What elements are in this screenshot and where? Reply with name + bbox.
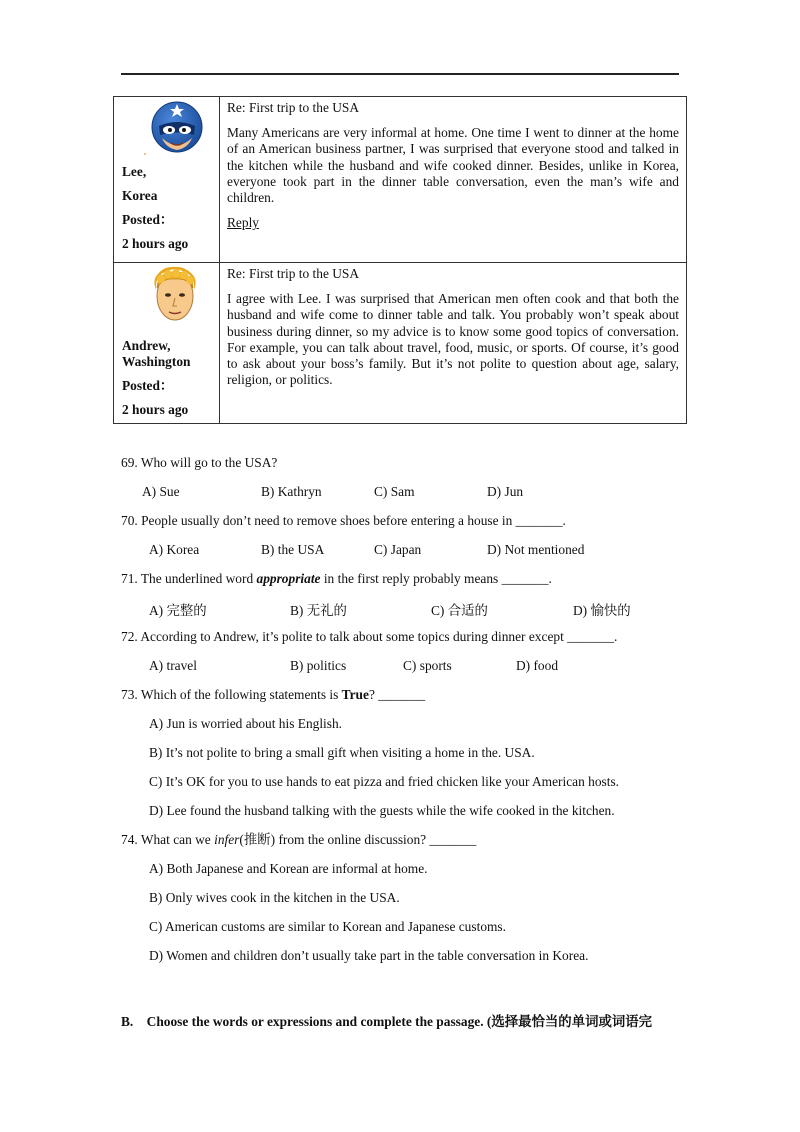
author-location: Washington (122, 354, 191, 369)
question-69-options (121, 484, 681, 513)
option-c[interactable]: C) It’s OK for you to use hands to eat pizza and fried chicken like your American hosts. (149, 774, 620, 789)
post-subject: Re: First trip to the USA (227, 266, 360, 281)
forum-post (114, 263, 687, 424)
option-c[interactable]: C) American customs are similar to Korean and Japanese customs. (149, 919, 506, 934)
author-name: Lee, (122, 164, 147, 179)
question-73-prefix: 73. Which of the following statements is (121, 687, 342, 702)
question-73 (121, 687, 681, 716)
option-d[interactable]: D) Lee found the husband talking with the guests while the wife cooked in the kitchen. (149, 803, 615, 818)
option-d[interactable]: D) Not mentioned (487, 542, 585, 557)
question-74-keyword: infer (214, 832, 240, 847)
stray-mark (144, 153, 146, 155)
question-70-options (121, 542, 681, 571)
question-list (121, 455, 681, 977)
option-d[interactable]: D) Jun (487, 484, 524, 499)
option-d[interactable]: D) food (516, 658, 559, 673)
option-b[interactable]: B) the USA (261, 542, 325, 557)
option-a[interactable]: A) Both Japanese and Korean are informal at home. (149, 861, 428, 876)
question-72-options (121, 658, 681, 687)
option-d[interactable]: D) Women and children don’t usually take part in the table conversation in Korea. (149, 948, 589, 963)
post-content-cell (220, 97, 687, 263)
option-b[interactable]: B) Only wives cook in the kitchen in the USA. (149, 890, 400, 905)
forum-post (114, 97, 687, 263)
question-73-suffix: ? _______ (368, 687, 426, 702)
post-content-cell (220, 263, 687, 424)
question-69: 69. Who will go to the USA? (121, 455, 278, 470)
question-74-prefix: 74. What can we (121, 832, 215, 847)
question-74 (121, 832, 681, 861)
post-body: Many Americans are very informal at home. One time I went to dinner at the home of an American business partner, I was surprised that everyone stood and talked in the kitchen while the husband and wife cooked dinner. Besides, unlike in Korea, everyone took part in the dinner table conversation, even the man’s wife and children. (227, 125, 679, 206)
option-c[interactable]: C) sports (403, 658, 452, 673)
question-71-keyword: appropriate (256, 571, 321, 586)
option-b[interactable]: B) It’s not polite to bring a small gift when visiting a home in the. USA. (149, 745, 535, 760)
question-71-suffix: in the first reply probably means _______. (320, 571, 552, 586)
header-rule (121, 73, 679, 75)
author-location: Korea (122, 188, 158, 203)
forum-thread (113, 96, 687, 424)
posted-label: Posted： (122, 212, 174, 227)
question-71 (121, 571, 681, 600)
option-a[interactable]: A) Korea (149, 542, 200, 557)
question-71-prefix: 71. The underlined word (121, 571, 257, 586)
section-b-instruction: Choose the words or expressions and complete the passage. (选择最恰当的单词或词语完 (146, 1014, 653, 1029)
section-b-label: B. (121, 1014, 134, 1029)
option-d[interactable]: D) 愉快的 (573, 603, 631, 618)
option-a[interactable]: A) Jun is worried about his English. (149, 716, 343, 731)
question-70: 70. People usually don’t need to remove shoes before entering a house in _______. (121, 513, 566, 528)
author-name: Andrew, (122, 338, 171, 353)
option-b[interactable]: B) Kathryn (261, 484, 322, 499)
option-c[interactable]: C) 合适的 (431, 603, 488, 618)
question-73-keyword: True (341, 687, 369, 702)
option-c[interactable]: C) Sam (374, 484, 415, 499)
option-a[interactable]: A) 完整的 (149, 603, 207, 618)
section-b-heading (121, 1011, 652, 1030)
blond-man-avatar-icon (148, 266, 202, 328)
post-author-cell (114, 97, 220, 263)
option-a[interactable]: A) Sue (142, 484, 180, 499)
post-time: 2 hours ago (122, 402, 189, 417)
option-b[interactable]: B) 无礼的 (290, 603, 347, 618)
option-c[interactable]: C) Japan (374, 542, 422, 557)
post-subject: Re: First trip to the USA (227, 100, 360, 115)
reply-link[interactable]: Reply (227, 215, 259, 231)
posted-label: Posted： (122, 378, 174, 393)
post-author-cell (114, 263, 220, 424)
question-74-suffix: (推断) from the online discussion? _______ (239, 832, 477, 847)
option-b[interactable]: B) politics (290, 658, 347, 673)
question-72: 72. According to Andrew, it’s polite to talk about some topics during dinner except _______. (121, 629, 618, 644)
captain-hero-avatar-icon (150, 100, 204, 154)
post-body: I agree with Lee. I was surprised that American men often cook and that both the husband and wife come to dinner table and talk. You probably won’t speak about business during dinner, so my advice is to know some good topics of conversation. For example, you can talk about travel, food, music, or sports. Of course, it’s good to ask about your boss’s family. But it’s not polite to question about age, salary, religion, or politics. (227, 291, 679, 388)
option-a[interactable]: A) travel (149, 658, 197, 673)
post-time: 2 hours ago (122, 236, 189, 251)
question-71-options (121, 600, 681, 629)
